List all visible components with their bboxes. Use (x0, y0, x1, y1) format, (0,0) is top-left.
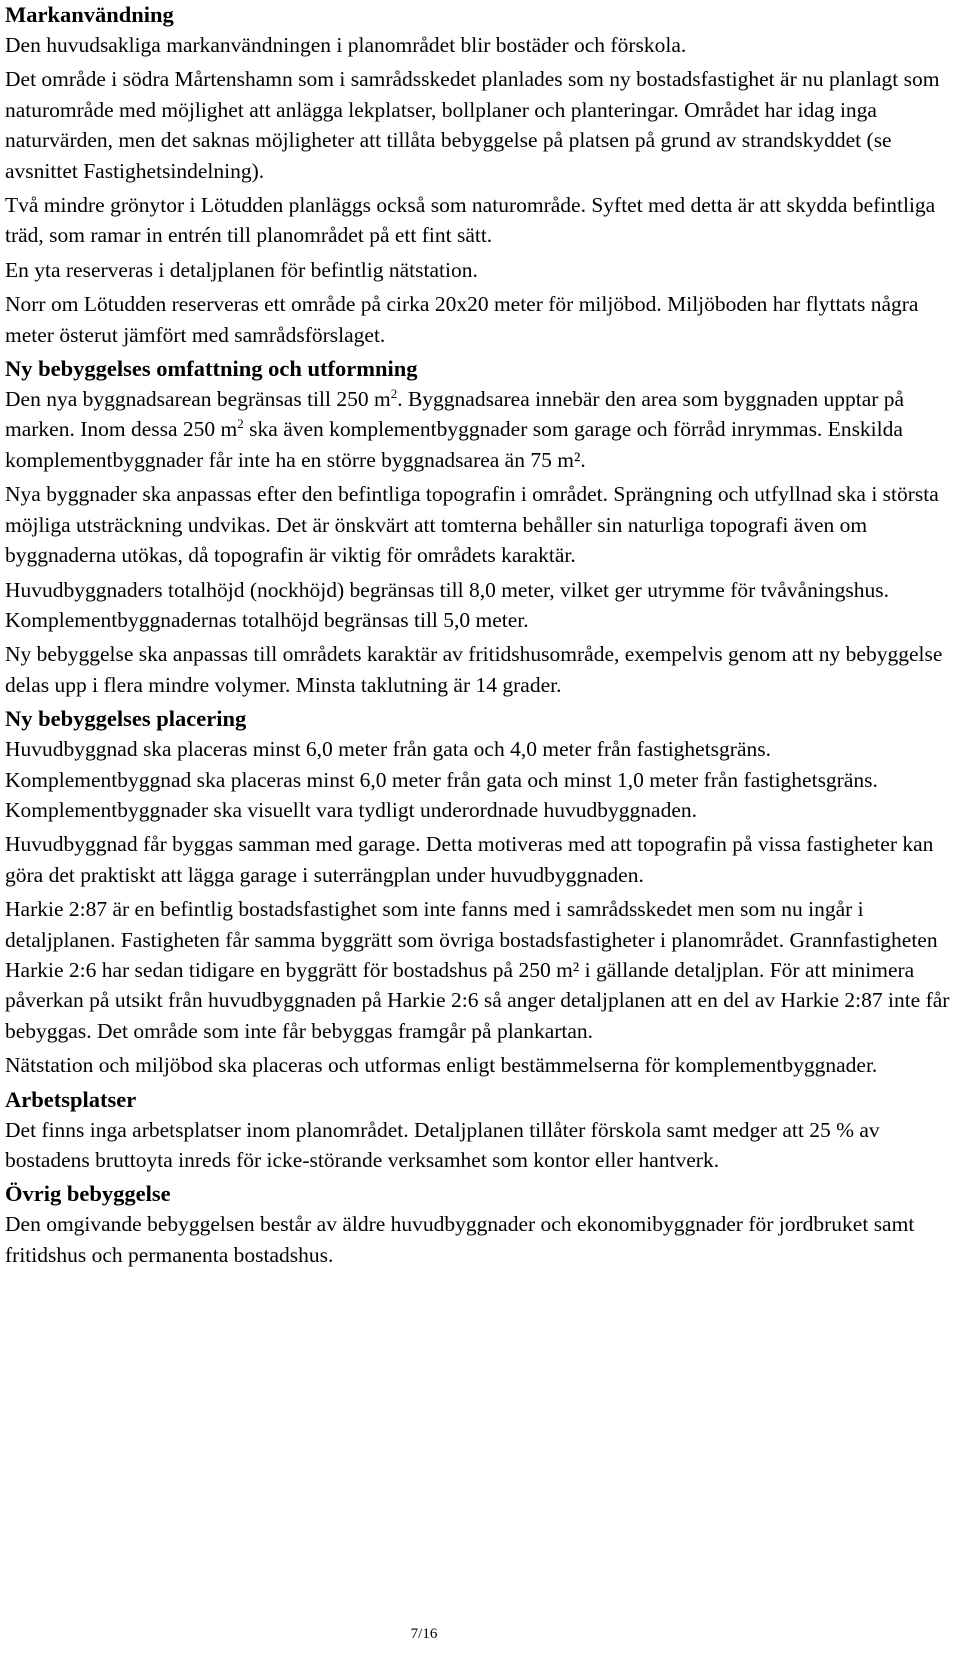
document-body (5, 0, 953, 1274)
paragraph: Två mindre grönytor i Lötudden planläggs också som naturområde. Syftet med detta är att skydda befintliga träd, som ramar in entrén till planområdet på ett fint sätt. (5, 193, 936, 248)
paragraph: En yta reserveras i detaljplanen för befintlig nätstation. (5, 257, 478, 282)
paragraph-text: . Byggnadsarea innebär den area som byggnaden upptar på marken. Inom dessa 250 m (5, 387, 905, 442)
paragraph: Huvudbyggnaders totalhöjd (nockhöjd) begränsas till 8,0 meter, vilket ger utrymme för tvåvåningshus. Komplementbyggnadernas totalhöjd begränsas till 5,0 meter. (5, 577, 890, 632)
section-heading: Arbetsplatser (5, 1086, 137, 1112)
section-ovrig-bebyggelse (5, 1179, 953, 1270)
section-omfattning (5, 354, 953, 700)
section-markanvandning (5, 0, 953, 350)
paragraph: Nätstation och miljöbod ska placeras och utformas enligt bestämmelserna för komplementbyggnader. (5, 1053, 878, 1078)
paragraph: Norr om Lötudden reserveras ett område på cirka 20x20 meter för miljöbod. Miljöboden har flyttats några meter österut jämfört med samrådsförslaget. (5, 292, 919, 347)
section-heading: Övrig bebyggelse (5, 1181, 171, 1207)
section-heading: Ny bebyggelses omfattning och utformning (5, 356, 418, 382)
paragraph: Ny bebyggelse ska anpassas till områdets karaktär av fritidshusområde, exempelvis genom att ny bebyggelse delas upp i flera mindre volymer. Minsta taklutning är 14 grader. (5, 642, 943, 697)
paragraph (5, 384, 953, 475)
paragraph-text: ska även komplementbyggnader som garage och förråd inrymmas. Enskilda komplementbyggnader får inte ha en större byggnadsarea än 75 m². (5, 417, 903, 472)
paragraph: Den omgivande bebyggelsen består av äldre huvudbyggnader och ekonomibyggnader för jordbruket samt fritidshus och permanenta bostadshus. (5, 1212, 915, 1267)
page-number: 7/16 (410, 1626, 438, 1642)
section-arbetsplatser (5, 1085, 953, 1176)
paragraph: Harkie 2:87 är en befintlig bostadsfastighet som inte fanns med i samrådsskedet men som nu ingår i detaljplanen. Fastigheten får samma byggrätt som övriga bostadsfastigheter i planområdet. Grannfastigheten Harkie 2:6 har sedan tidigare en byggrätt för bostadshus på 250 m² i gällande detaljplan. För att minimera påverkan på utsikt från huvudbyggnaden på Harkie 2:6 så anger detaljplanen att en del av Harkie 2:87 inte får bebyggas. Det område som inte får bebyggas framgår på plankartan. (5, 897, 950, 1043)
paragraph: Det finns inga arbetsplatser inom planområdet. Detaljplanen tillåter förskola samt medger att 25 % av bostadens bruttoyta inreds för icke-störande verksamhet som kontor eller hantverk. (5, 1117, 880, 1172)
superscript: 2 (390, 386, 398, 402)
paragraph: Huvudbyggnad får byggas samman med garage. Detta motiveras med att topografin på vissa fastigheter kan göra det praktiskt att lägga garage i suterrängplan under huvudbyggnaden. (5, 832, 934, 887)
section-placering (5, 704, 953, 1080)
paragraph: Huvudbyggnad ska placeras minst 6,0 meter från gata och 4,0 meter från fastighetsgräns. Komplementbyggnad ska placeras minst 6,0 meter från gata och minst 1,0 meter från fastighetsgräns. Komplementbyggnader ska visuellt vara tydligt underordnade huvudbyggnaden. (5, 737, 878, 822)
paragraph-text: Den nya byggnadsarean begränsas till 250 m (5, 387, 391, 412)
section-heading: Markanvändning (5, 2, 174, 27)
paragraph: Nya byggnader ska anpassas efter den befintliga topografin i området. Sprängning och utfyllnad ska i största möjliga utsträckning undvikas. Det är önskvärt att tomterna behåller sin naturliga topografi även om byggnaderna utökas, då topografin är viktig för områdets karaktär. (5, 482, 939, 568)
paragraph: Den huvudsakliga markanvändningen i planområdet blir bostäder och förskola. (5, 33, 687, 57)
superscript: 2 (237, 416, 244, 432)
section-heading: Ny bebyggelses placering (5, 706, 247, 732)
paragraph: Det område i södra Mårtenshamn som i samrådsskedet planlades som ny bostadsfastighet är nu planlagt som naturområde med möjlighet att anlägga lekplatser, bollplaner och planteringar. Området har idag inga naturvärden, men det saknas möjligheter att tillåta bebyggelse på platsen på grund av strandskyddet (se avsnittet Fastighetsindelning). (5, 67, 940, 183)
